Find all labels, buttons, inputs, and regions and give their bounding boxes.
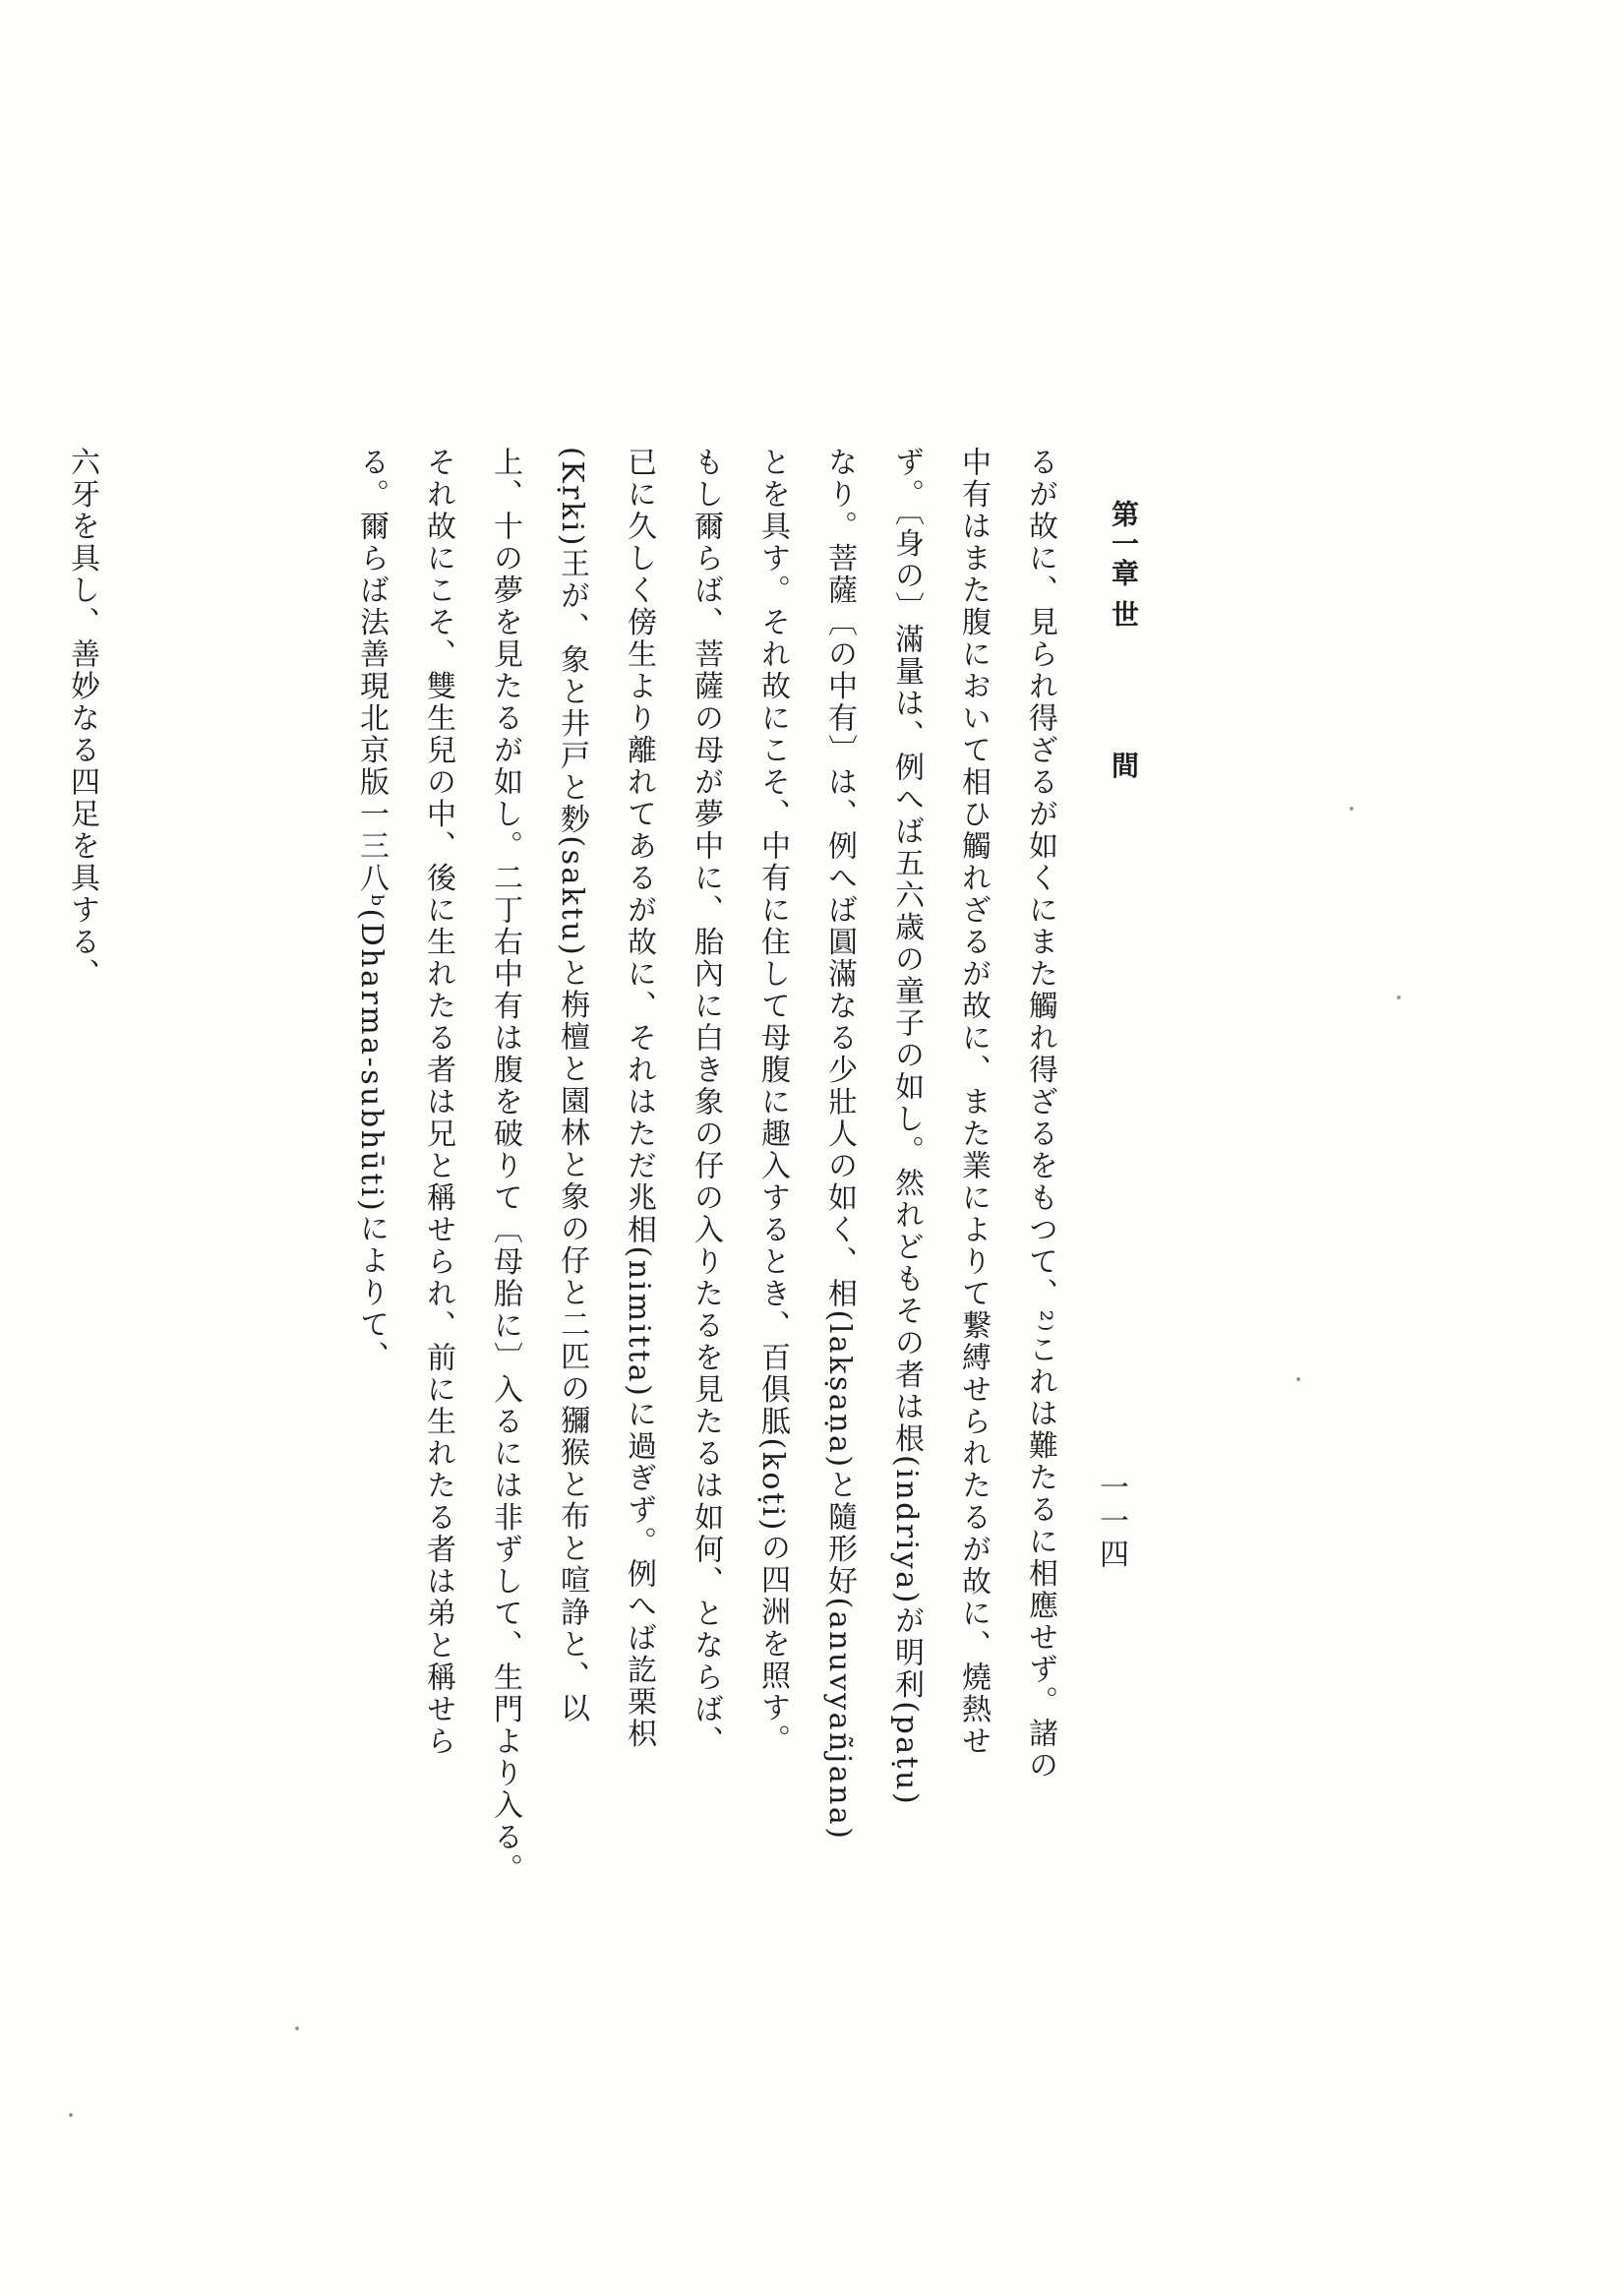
scan-speck	[1350, 807, 1353, 811]
running-title	[1108, 500, 1139, 780]
text-column: る。爾らば法善現北京版一三八ᵇ(Dharma-subhūti)によりて、	[354, 447, 389, 1373]
text-column: 中有はまた腹において相ひ觸れざるが故に、また業によりて繋縛せられたるが故に、燒熱せ	[956, 447, 991, 1758]
text-column: 已に久しく傍生より離れてあるが故に、それはただ兆相(nimitta)に過ぎず。例へば訖栗枳	[622, 447, 656, 1750]
scan-speck	[295, 2026, 299, 2030]
verse-line	[0, 447, 48, 2001]
text-column: とを具す。それ故にこそ、中有に住して母腹に趣入するとき、百俱胝(koṭi)の四洲を照す。	[755, 447, 790, 1757]
section-title: 世	[1108, 599, 1140, 630]
scan-speck	[1296, 1377, 1300, 1381]
section-title-tail: 間	[1108, 751, 1140, 781]
text-column: (Kṛki)王が、象と井戸と麨(saktu)と栴檀と園林と象の仔と二匹の獼猴と布と喧諍と、以	[555, 447, 589, 1725]
chapter-label: 第一章	[1108, 500, 1140, 588]
text-column: なり。菩薩〔の中有〕は、例へば圓滿なる少壯人の如く、相(lakṣaṇa)と隨形好(anuvyañjana)	[822, 447, 857, 1842]
text-column: もし爾らば、菩薩の母が夢中に、胎內に白き象の仔の入りたるを見たるは如何、とならば、	[689, 447, 723, 1758]
verse-line: 六牙を具し、善妙なる四足を具する、	[65, 447, 99, 991]
scan-speck	[69, 2113, 73, 2117]
text-column: それ故にこそ、雙生兒の中、後に生れたる者は兄と稱せられ、前に生れたる者は弟と稱せら	[421, 447, 455, 1758]
page-number: 一一四	[1094, 1472, 1128, 1572]
text-column: るが故に、見られ得ざるが如くにまた觸れ得ざるをもつて、²⁾これは難たるに相應せず。諸の	[1023, 447, 1057, 1782]
body-text	[0, 447, 1073, 2001]
scan-speck	[1397, 996, 1401, 999]
text-column: 上、十の夢を見たるが如し。二丁右中有は腹を破りて〔母胎に〕入るには非ずして、生門より入る。	[488, 447, 522, 1886]
text-column: ず。〔身の〕滿量は、例へば五六歳の童子の如し。然れどもその者は根(indriya)が明利(paṭu)	[889, 447, 924, 1807]
